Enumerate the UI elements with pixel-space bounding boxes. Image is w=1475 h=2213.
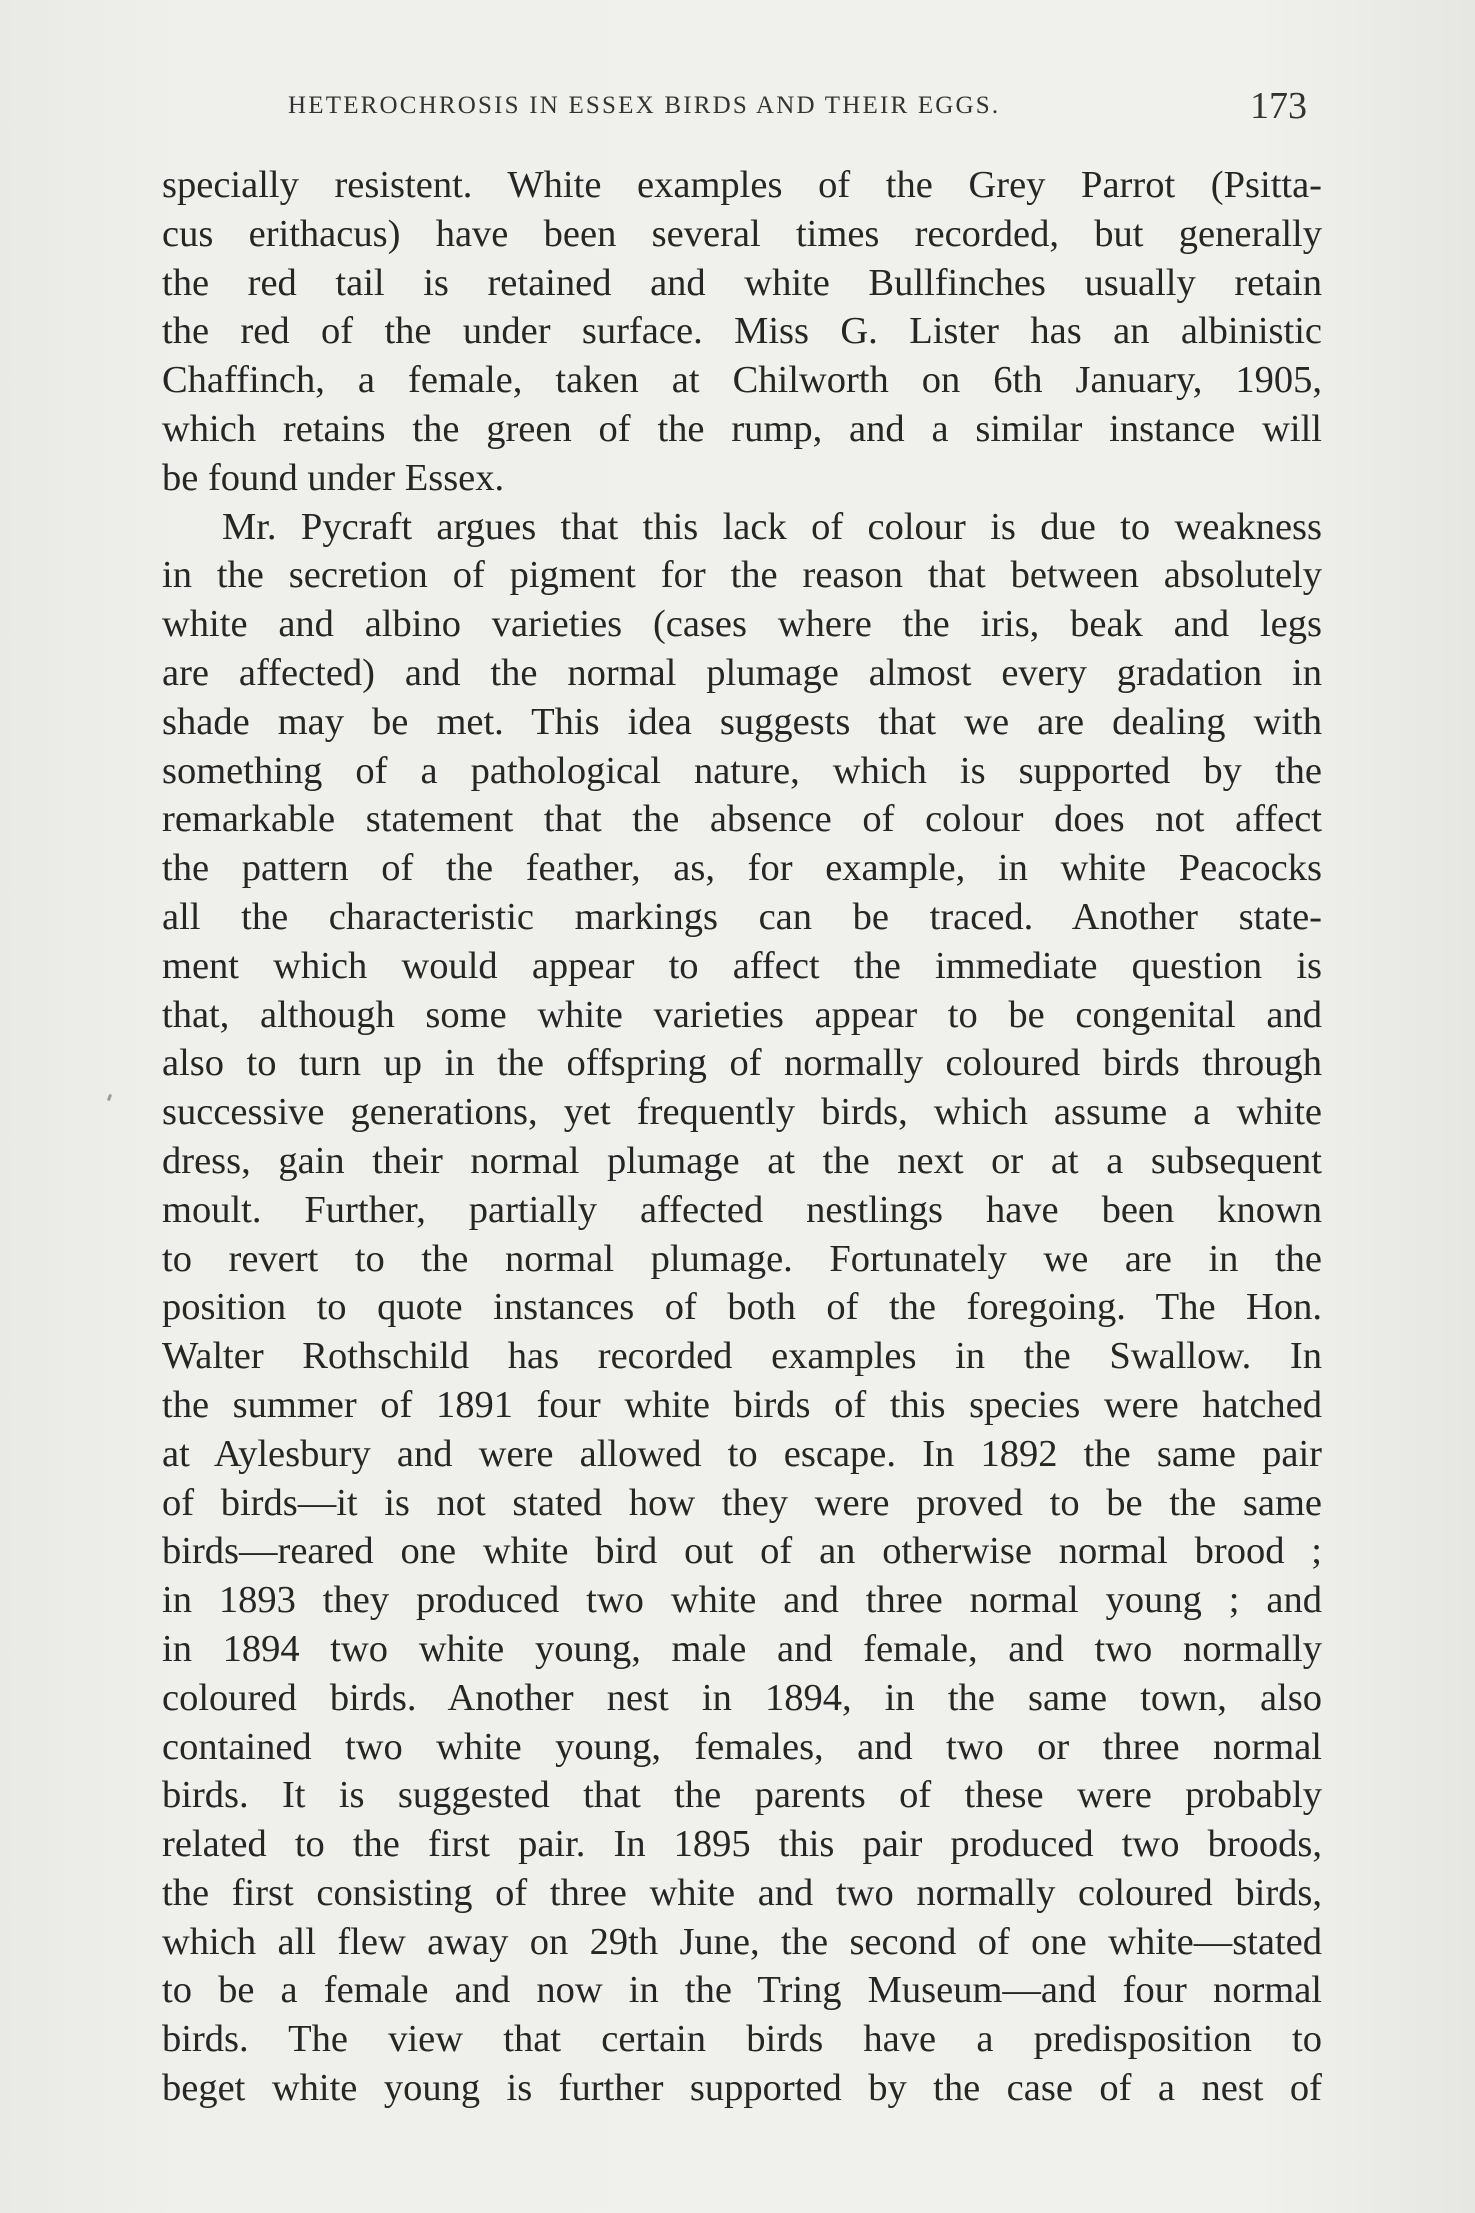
text-line: the red tail is retained and white Bullfinches usually retain <box>162 261 1322 304</box>
text-line: Walter Rothschild has recorded examples in the Swallow. In <box>162 1335 1322 1378</box>
text-line: which all flew away on 29th June, the second of one white—stated <box>162 1920 1322 1963</box>
text-line: to revert to the normal plumage. Fortunately we are in the <box>162 1237 1322 1280</box>
text-line: are affected) and the normal plumage almost every gradation in <box>162 651 1322 694</box>
text-line: position to quote instances of both of the foregoing. The Hon. <box>162 1286 1322 1329</box>
text-line: beget white young is further supported by the case of a nest of <box>162 2067 1322 2110</box>
text-line: Chaffinch, a female, taken at Chilworth on 6th January, 1905, <box>162 359 1322 402</box>
text-line: the first consisting of three white and two normally coloured birds, <box>162 1871 1322 1914</box>
paragraph-first-line: Mr. Pycraft argues that this lack of colour is due to weakness <box>222 505 1322 548</box>
text-line: specially resistent. White examples of the Grey Parrot (Psitta- <box>162 164 1322 206</box>
text-line: coloured birds. Another nest in 1894, in the same town, also <box>162 1676 1322 1719</box>
text-line: of birds—it is not stated how they were proved to be the same <box>162 1481 1322 1524</box>
text-line: the red of the under surface. Miss G. Lister has an albinistic <box>162 310 1322 353</box>
text-line: to be a female and now in the Tring Museum—and four normal <box>162 1969 1322 2012</box>
text-line: the summer of 1891 four white birds of this species were hatched <box>162 1383 1322 1426</box>
text-line: in the secretion of pigment for the reason that between absolutely <box>162 554 1322 597</box>
text-line: at Aylesbury and were allowed to escape. In 1892 the same pair <box>162 1432 1322 1475</box>
text-line: be found under Essex. <box>162 456 505 499</box>
text-line: white and albino varieties (cases where the iris, beak and legs <box>162 603 1322 646</box>
text-line: birds—reared one white bird out of an otherwise normal brood ; <box>162 1530 1322 1573</box>
text-line: dress, gain their normal plumage at the next or at a subsequent <box>162 1139 1322 1182</box>
text-line: moult. Further, partially affected nestlings have been known <box>162 1188 1322 1231</box>
text-line: birds. The view that certain birds have a predisposition to <box>162 2018 1322 2061</box>
text-line: the pattern of the feather, as, for example, in white Peacocks <box>162 847 1322 890</box>
page-number: 173 <box>1250 85 1307 127</box>
text-line: birds. It is suggested that the parents of these were probably <box>162 1774 1322 1817</box>
text-line: in 1893 they produced two white and three normal young ; and <box>162 1579 1322 1622</box>
text-line: cus erithacus) have been several times recorded, but generally <box>162 212 1322 255</box>
text-line: something of a pathological nature, which is supported by the <box>162 749 1322 792</box>
text-line: that, although some white varieties appear to be congenital and <box>162 993 1322 1036</box>
paper-speck <box>107 1094 112 1102</box>
running-title: HETEROCHROSIS IN ESSEX BIRDS AND THEIR EGGS. <box>288 92 1001 119</box>
text-line: all the characteristic markings can be traced. Another state- <box>162 895 1322 938</box>
text-line: ment which would appear to affect the immediate question is <box>162 944 1322 987</box>
text-line: shade may be met. This idea suggests that we are dealing with <box>162 700 1322 743</box>
text-line: related to the first pair. In 1895 this pair produced two broods, <box>162 1823 1322 1866</box>
body-text <box>162 161 1322 2113</box>
text-line: successive generations, yet frequently birds, which assume a white <box>162 1091 1322 1134</box>
text-line: contained two white young, females, and two or three normal <box>162 1725 1322 1768</box>
text-line: in 1894 two white young, male and female, and two normally <box>162 1627 1322 1670</box>
text-line: remarkable statement that the absence of colour does not affect <box>162 798 1322 841</box>
text-line: also to turn up in the offspring of normally coloured birds through <box>162 1042 1322 1085</box>
text-line: which retains the green of the rump, and a similar instance will <box>162 407 1322 450</box>
